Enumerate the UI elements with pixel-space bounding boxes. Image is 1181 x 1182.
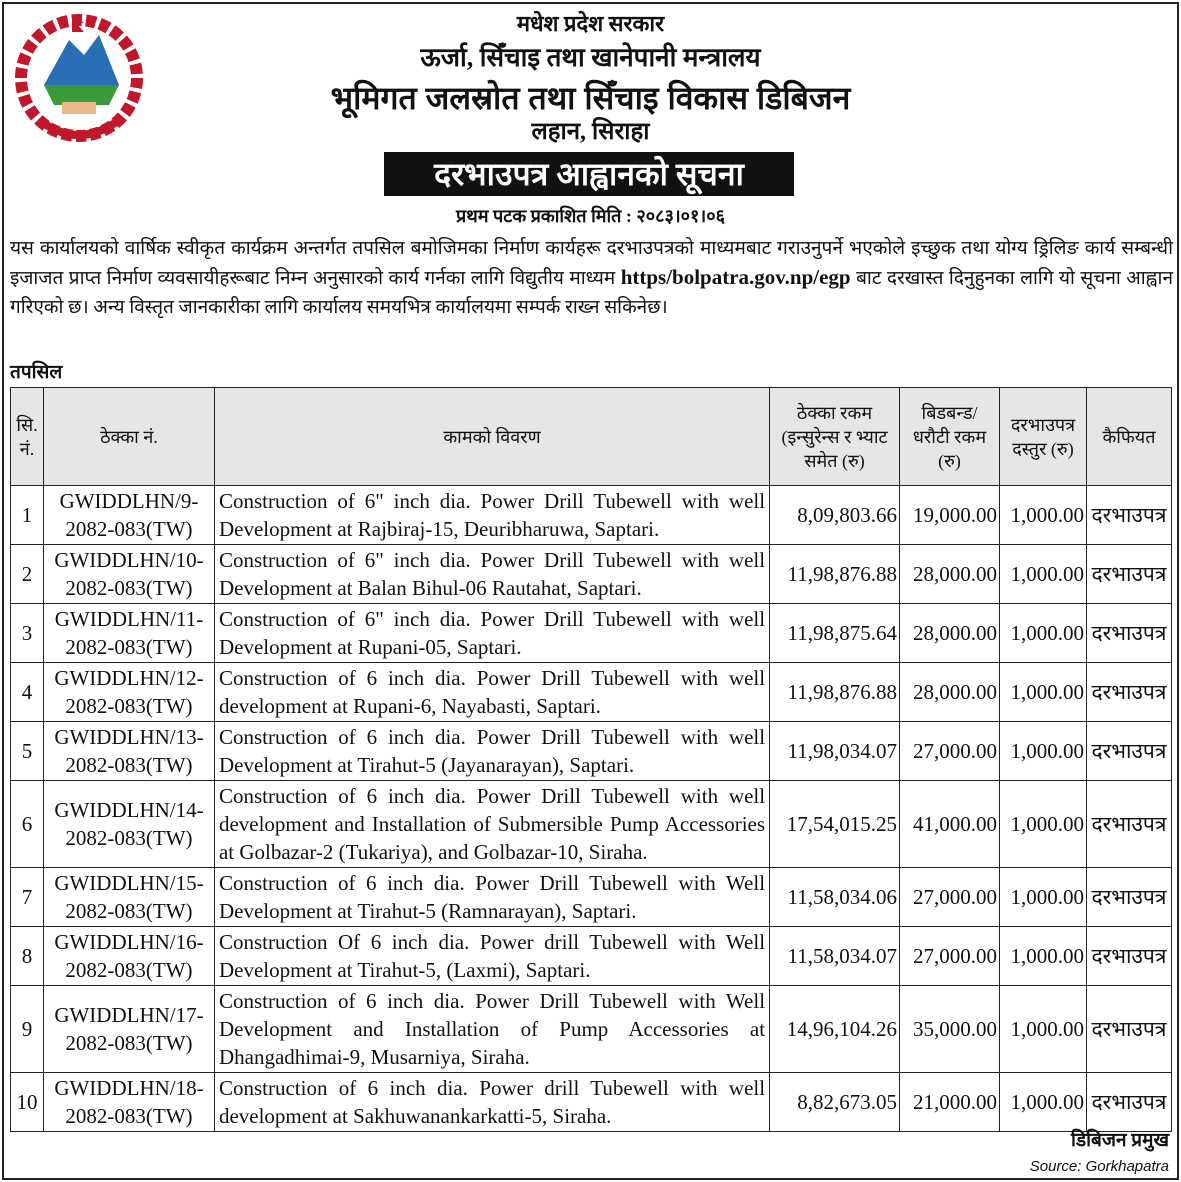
row-sn: 3	[11, 604, 44, 663]
row-amount: 11,98,875.64	[770, 604, 900, 663]
row-fee: 1,000.00	[999, 722, 1086, 781]
row-contract-no: GWIDDLHN/9-2082-083(TW)	[43, 486, 214, 545]
row-remark: दरभाउपत्र	[1086, 486, 1171, 545]
intro-paragraph	[10, 234, 1173, 322]
row-fee: 1,000.00	[999, 986, 1086, 1073]
row-fee: 1,000.00	[999, 927, 1086, 986]
row-sn: 2	[11, 545, 44, 604]
row-amount: 14,96,104.26	[770, 986, 900, 1073]
schedule-label: तपसिल	[10, 362, 63, 383]
table-row	[11, 868, 1172, 927]
row-amount: 8,09,803.66	[770, 486, 900, 545]
division-heading: भूमिगत जलस्रोत तथा सिँचाइ विकास डिबिजन	[330, 80, 851, 116]
table-row	[11, 486, 1172, 545]
signature: डिबिजन प्रमुख	[1071, 1130, 1169, 1151]
row-description: Construction of 6 inch dia. Power Drill Tubewell with well development at Rupani-6, Nayabasti, Saptari.	[214, 663, 769, 722]
col-remarks: कैफियत	[1086, 388, 1171, 486]
row-bid-bond: 27,000.00	[900, 722, 1000, 781]
bid-table	[10, 387, 1172, 1132]
row-fee: 1,000.00	[999, 781, 1086, 868]
row-sn: 10	[11, 1073, 44, 1132]
row-remark: दरभाउपत्र	[1086, 986, 1171, 1073]
table-row	[11, 781, 1172, 868]
row-contract-no: GWIDDLHN/13-2082-083(TW)	[43, 722, 214, 781]
row-sn: 7	[11, 868, 44, 927]
row-remark: दरभाउपत्र	[1086, 868, 1171, 927]
row-bid-bond: 27,000.00	[900, 868, 1000, 927]
row-fee: 1,000.00	[999, 868, 1086, 927]
row-remark: दरभाउपत्र	[1086, 604, 1171, 663]
row-bid-bond: 21,000.00	[900, 1073, 1000, 1132]
province-heading: मधेश प्रदेश सरकार	[516, 11, 665, 36]
row-remark: दरभाउपत्र	[1086, 781, 1171, 868]
row-description: Construction Of 6 inch dia. Power drill Tubewell with Well Development at Tirahut-5, (Laxmi), Saptari.	[214, 927, 769, 986]
table-row	[11, 722, 1172, 781]
row-description: Construction of 6 inch dia. Power Drill Tubewell with Well Development at Tirahut-5 (Ramnarayan), Saptari.	[214, 868, 769, 927]
row-fee: 1,000.00	[999, 545, 1086, 604]
table-row	[11, 663, 1172, 722]
row-remark: दरभाउपत्र	[1086, 722, 1171, 781]
ministry-heading: ऊर्जा, सिँचाइ तथा खानेपानी मन्त्रालय	[420, 43, 761, 72]
row-contract-no: GWIDDLHN/16-2082-083(TW)	[43, 927, 214, 986]
row-description: Construction of 6 inch dia. Power Drill Tubewell with well Development at Tirahut-5 (Jayanarayan), Saptari.	[214, 722, 769, 781]
row-contract-no: GWIDDLHN/17-2082-083(TW)	[43, 986, 214, 1073]
row-amount: 11,58,034.07	[770, 927, 900, 986]
row-description: Construction of 6 inch dia. Power Drill Tubewell with Well Development and Installation of Pump Accessories at Dhangadhimai-9, Musarniya, Siraha.	[214, 986, 769, 1073]
location-heading: लहान, सिराहा	[531, 119, 650, 145]
col-amount: ठेक्का रकम (इन्सुरेन्स र भ्याट समेत (रु)	[770, 388, 900, 486]
col-fee: दरभाउपत्र दस्तुर (रु)	[999, 388, 1086, 486]
row-contract-no: GWIDDLHN/10-2082-083(TW)	[43, 545, 214, 604]
table-header-row	[11, 388, 1172, 486]
row-contract-no: GWIDDLHN/15-2082-083(TW)	[43, 868, 214, 927]
row-sn: 5	[11, 722, 44, 781]
row-remark: दरभाउपत्र	[1086, 927, 1171, 986]
row-sn: 8	[11, 927, 44, 986]
row-fee: 1,000.00	[999, 604, 1086, 663]
row-contract-no: GWIDDLHN/18-2082-083(TW)	[43, 1073, 214, 1132]
row-amount: 17,54,015.25	[770, 781, 900, 868]
row-description: Construction of 6" inch dia. Power Drill Tubewell with well Development at Rajbiraj-15, Deuribharuwa, Saptari.	[214, 486, 769, 545]
published-date: प्रथम पटक प्रकाशित मिति : २०८३।०१।०६	[456, 206, 725, 226]
row-bid-bond: 28,000.00	[900, 545, 1000, 604]
row-bid-bond: 41,000.00	[900, 781, 1000, 868]
row-bid-bond: 28,000.00	[900, 604, 1000, 663]
row-fee: 1,000.00	[999, 486, 1086, 545]
row-sn: 6	[11, 781, 44, 868]
row-contract-no: GWIDDLHN/14-2082-083(TW)	[43, 781, 214, 868]
col-bid-bond: बिडबन्ड/ धरौटी रकम (रु)	[900, 388, 1000, 486]
table-row	[11, 927, 1172, 986]
row-amount: 8,82,673.05	[770, 1073, 900, 1132]
row-remark: दरभाउपत्र	[1086, 1073, 1171, 1132]
row-bid-bond: 28,000.00	[900, 663, 1000, 722]
col-contract-no: ठेक्का नं.	[43, 388, 214, 486]
table-row	[11, 545, 1172, 604]
row-sn: 9	[11, 986, 44, 1073]
row-amount: 11,58,034.06	[770, 868, 900, 927]
row-contract-no: GWIDDLHN/11-2082-083(TW)	[43, 604, 214, 663]
row-amount: 11,98,876.88	[770, 663, 900, 722]
intro-text-end: बाट दरखास्त दिनुहुनका लागि यो सूचना आह्वान गरिएको छ। अन्य विस्तृत जानकारीका लागि कार्यालय समयभित्र कार्यालयमा सम्पर्क राख्न सकिनेछ।	[10, 268, 1173, 318]
row-sn: 1	[11, 486, 44, 545]
row-remark: दरभाउपत्र	[1086, 545, 1171, 604]
table-row	[11, 1073, 1172, 1132]
row-description: Construction of 6 inch dia. Power drill Tubewell with well development at Sakhuwanankarkatti-5, Siraha.	[214, 1073, 769, 1132]
row-fee: 1,000.00	[999, 663, 1086, 722]
row-bid-bond: 19,000.00	[900, 486, 1000, 545]
row-amount: 11,98,876.88	[770, 545, 900, 604]
col-sn: सि. नं.	[11, 388, 44, 486]
row-amount: 11,98,034.07	[770, 722, 900, 781]
row-sn: 4	[11, 663, 44, 722]
col-description: कामको विवरण	[214, 388, 769, 486]
row-description: Construction of 6" inch dia. Power Drill Tubewell with well Development at Balan Bihul-06 Rautahat, Saptari.	[214, 545, 769, 604]
table-row	[11, 604, 1172, 663]
row-description: Construction of 6" inch dia. Power Drill Tubewell with well Development at Rupani-05, Saptari.	[214, 604, 769, 663]
egp-link[interactable]: https/bolpatra.gov.np/egp	[620, 265, 851, 289]
source-credit: Source: Gorkhapatra	[1029, 1158, 1169, 1175]
row-description: Construction of 6 inch dia. Power Drill Tubewell with well development and Installation of Submersible Pump Accessories at Golbazar-2 (Tukariya), and Golbazar-10, Siraha.	[214, 781, 769, 868]
intro-text: यस कार्यालयको वार्षिक स्वीकृत कार्यक्रम अन्तर्गत तपसिल बमोजिमका निर्माण कार्यहरू दरभाउपत्रको माध्यमबाट गराउनुपर्ने भएकोले इच्छुक तथा योग्य ड्रिलिङ कार्य सम्बन्धी इजाजत प्राप्त निर्माण व्यवसायीहरूबाट निम्न अनुसारको कार्य गर्नका लागि विद्युतीय माध्यम	[10, 238, 1173, 289]
row-bid-bond: 27,000.00	[900, 927, 1000, 986]
row-contract-no: GWIDDLHN/12-2082-083(TW)	[43, 663, 214, 722]
row-remark: दरभाउपत्र	[1086, 663, 1171, 722]
table-row	[11, 986, 1172, 1073]
row-fee: 1,000.00	[999, 1073, 1086, 1132]
row-bid-bond: 35,000.00	[900, 986, 1000, 1073]
notice-title: दरभाउपत्र आह्वानको सूचना	[384, 152, 794, 196]
